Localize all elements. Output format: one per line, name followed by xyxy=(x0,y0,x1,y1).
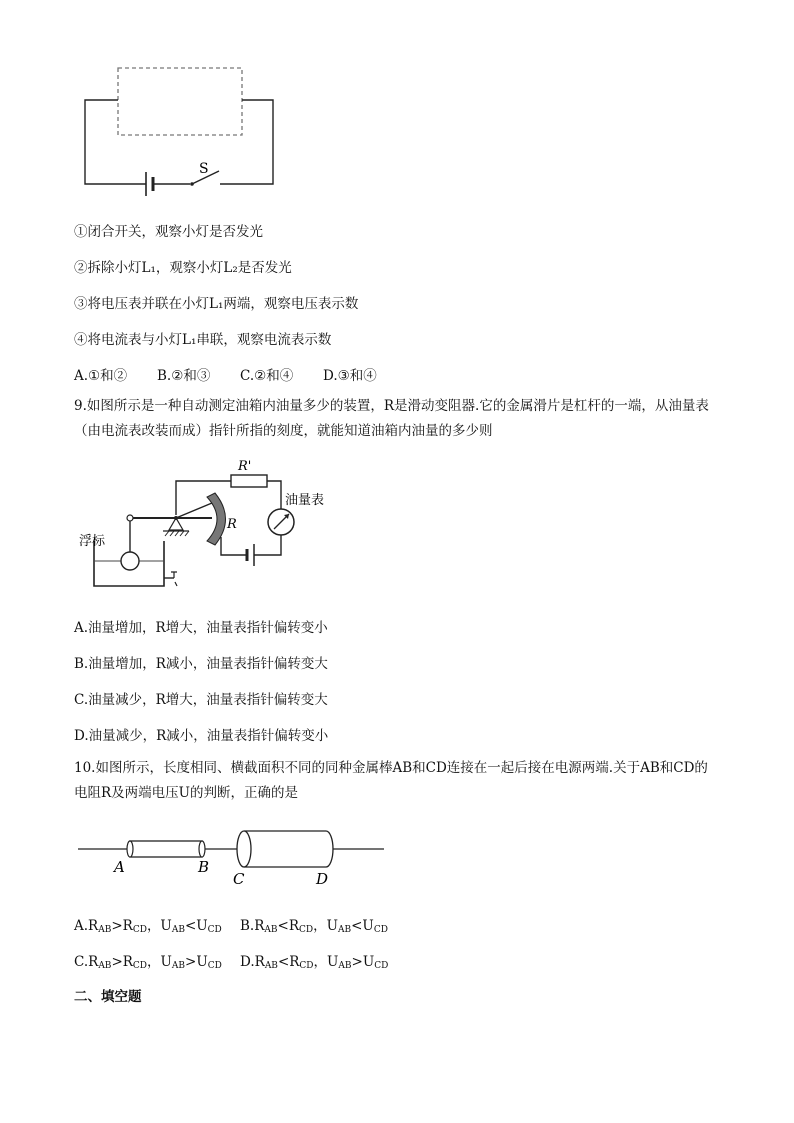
q8-step-4: ④将电流表与小灯L₁串联，观察电流表示数 xyxy=(74,332,332,348)
q9-resistor-label: R' xyxy=(238,459,252,474)
q10-label-b: B xyxy=(198,858,210,876)
q10-option-c: $C.R_{AB}>R_{CD}$，$U_{AB}>U_{CD}$ xyxy=(74,954,222,971)
q9-option-a: A.油量增加，R增大，油量表指针偏转变小 xyxy=(74,620,328,636)
q10-option-d: $D.R_{AB}<R_{CD}$，$U_{AB}>U_{CD}$ xyxy=(240,954,389,971)
section-heading: 二、填空题 xyxy=(74,989,142,1005)
q8-option-d: D.③和④ xyxy=(323,368,377,384)
q9-oil-gauge-diagram xyxy=(0,455,794,605)
q8-right-wire xyxy=(220,100,273,184)
q9-float-label: 浮标 xyxy=(79,534,106,549)
q9-right-wire xyxy=(267,481,281,510)
q9-option-d: D.油量减少，R减小，油量表指针偏转变小 xyxy=(74,728,329,744)
q8-option-b: B.②和③ xyxy=(157,368,211,384)
q10-rod-ab-right-end xyxy=(199,841,205,857)
q10-label-a: A xyxy=(114,858,125,876)
q8-circuit-diagram xyxy=(0,0,794,200)
q10-rod-ab xyxy=(130,841,202,857)
q10-stem: 10.如图所示，长度相同、横截面积不同的同种金属棒AB和CD连接在一起后接在电源两端.关于AB和CD的电阻R及两端电压U的判断，正确的是 xyxy=(74,760,708,801)
q10-rod-cd xyxy=(244,831,333,867)
q8-step-3: ③将电压表并联在小灯L₁两端，观察电压表示数 xyxy=(74,296,359,312)
q8-dashed-box xyxy=(118,68,242,135)
q9-return-wire xyxy=(221,537,247,555)
q9-pivot-pin xyxy=(174,516,178,520)
q8-option-c: C.②和④ xyxy=(240,368,294,384)
q10-option-b: $B.R_{AB}<R_{CD}$，$U_{AB}<U_{CD}$ xyxy=(240,918,388,935)
q9-option-b: B.油量增加，R减小，油量表指针偏转变大 xyxy=(74,656,328,672)
q10-rods-diagram xyxy=(0,825,794,895)
q9-lever-slider-end xyxy=(176,503,212,518)
q8-step-1: ①闭合开关，观察小灯是否发光 xyxy=(74,224,263,240)
q9-tap-valve-icon xyxy=(171,572,177,586)
q10-option-a: $A.R_{AB}>R_{CD}$，$U_{AB}<U_{CD}$ xyxy=(74,918,222,935)
q9-option-c: C.油量减少，R增大，油量表指针偏转变大 xyxy=(74,692,328,708)
q10-rod-cd-end xyxy=(237,831,251,867)
q9-slider-label: R xyxy=(227,517,237,532)
q9-resistor-r-prime xyxy=(231,475,267,487)
q8-step-2: ②拆除小灯L₁，观察小灯L₂是否发光 xyxy=(74,260,292,276)
q9-ground-hatch xyxy=(165,531,189,536)
q9-bottom-wire xyxy=(254,535,281,555)
q8-left-wire xyxy=(85,100,146,184)
q8-switch-label: S xyxy=(199,161,209,177)
q9-float xyxy=(121,552,139,570)
q9-meter-label: 油量表 xyxy=(285,493,325,508)
q9-stem: 9.如图所示是一种自动测定油箱内油量多少的装置，R是滑动变阻器.它的金属滑片是杠杆的一端，从油量表（由电流表改装而成）指针所指的刻度，就能知道油箱内油量的多少则 xyxy=(74,398,709,439)
q8-option-a: A.①和② xyxy=(74,368,128,384)
q10-label-d: D xyxy=(316,870,329,888)
q10-label-c: C xyxy=(233,870,245,888)
q10-rod-ab-end xyxy=(127,841,133,857)
q9-rod-joint xyxy=(127,515,133,521)
